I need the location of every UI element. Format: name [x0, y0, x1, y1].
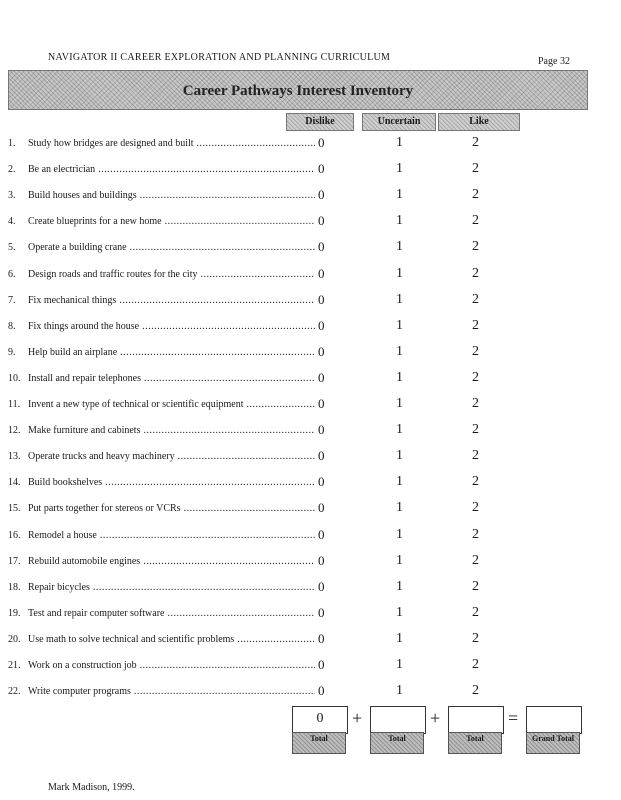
- page-number: Page 32: [538, 56, 570, 67]
- option-uncertain[interactable]: 1: [396, 448, 403, 464]
- item-number: 10.: [8, 372, 21, 384]
- item-statement: Work on a construction job .....: [28, 660, 315, 671]
- option-dislike[interactable]: 0: [318, 317, 325, 333]
- inventory-item: [0, 291, 621, 315]
- option-dislike[interactable]: 0: [318, 526, 325, 542]
- option-uncertain[interactable]: 1: [396, 578, 403, 594]
- inventory-item: [0, 448, 621, 471]
- item-statement: Fix mechanical things .....: [28, 295, 315, 306]
- option-dislike[interactable]: 0: [318, 604, 325, 620]
- option-like[interactable]: 2: [472, 396, 479, 411]
- option-like[interactable]: 2: [472, 500, 479, 516]
- item-number: 20.: [8, 633, 21, 645]
- item-number: 12.: [8, 425, 21, 437]
- item-number: 7.: [8, 294, 16, 306]
- column-header-dislike: Dislike: [286, 113, 354, 131]
- item-statement: Operate a building crane .....: [28, 242, 315, 253]
- option-dislike[interactable]: 0: [318, 422, 325, 438]
- option-like[interactable]: 2: [472, 630, 479, 646]
- plus-sign-2: +: [430, 708, 441, 728]
- header-curriculum: NAVIGATOR II CAREER EXPLORATION AND PLANNING CURRICULUM: [48, 52, 391, 63]
- item-statement: Put parts together for stereos or VCRs .....: [28, 503, 315, 514]
- option-dislike[interactable]: 0: [318, 630, 325, 646]
- item-statement: Repair bicycles .....: [28, 582, 315, 593]
- option-like[interactable]: 2: [472, 578, 479, 594]
- option-like[interactable]: 2: [472, 422, 479, 438]
- item-statement: Fix things around the house .....: [28, 321, 315, 332]
- item-number: 22.: [8, 686, 21, 698]
- option-dislike[interactable]: 0: [318, 683, 325, 699]
- item-statement: Install and repair telephones .....: [28, 373, 315, 384]
- option-dislike[interactable]: 0: [318, 265, 325, 281]
- option-like[interactable]: 2: [472, 474, 479, 490]
- footer-credit: Mark Madison, 1999.: [48, 782, 135, 793]
- item-statement: Build houses and buildings .....: [28, 190, 315, 201]
- inventory-item: [0, 187, 621, 210]
- option-uncertain[interactable]: 1: [396, 213, 403, 229]
- option-uncertain[interactable]: 1: [396, 396, 403, 411]
- option-uncertain[interactable]: 1: [396, 474, 403, 490]
- option-dislike[interactable]: 0: [318, 552, 325, 568]
- item-number: 5.: [8, 242, 16, 254]
- grand-total-label: Grand Total: [526, 732, 580, 754]
- option-like[interactable]: 2: [472, 604, 479, 620]
- total-box-dislike[interactable]: 0: [292, 706, 348, 734]
- item-statement: Write computer programs .....: [28, 686, 315, 697]
- total-box-like[interactable]: [448, 706, 504, 734]
- inventory-item: [0, 213, 621, 236]
- option-like[interactable]: 2: [472, 369, 479, 385]
- inventory-item: [0, 135, 621, 158]
- item-statement: Help build an airplane .....: [28, 347, 315, 358]
- item-number: 6.: [8, 268, 16, 280]
- option-uncertain[interactable]: 1: [396, 657, 403, 672]
- option-dislike[interactable]: 0: [318, 213, 325, 229]
- item-statement: Design roads and traffic routes for the city .....: [28, 269, 315, 280]
- option-uncertain[interactable]: 1: [396, 265, 403, 281]
- option-dislike[interactable]: 0: [318, 239, 325, 255]
- total-box-uncertain[interactable]: [370, 706, 426, 734]
- option-like[interactable]: 2: [472, 187, 479, 203]
- item-statement: Create blueprints for a new home .....: [28, 216, 315, 227]
- option-like[interactable]: 2: [472, 552, 479, 568]
- item-number: 21.: [8, 660, 21, 671]
- option-uncertain[interactable]: 1: [396, 291, 403, 307]
- item-number: 4.: [8, 216, 16, 228]
- option-dislike[interactable]: 0: [318, 343, 325, 359]
- item-number: 3.: [8, 190, 16, 202]
- option-uncertain[interactable]: 1: [396, 500, 403, 516]
- page-title: Career Pathways Interest Inventory: [182, 83, 414, 99]
- item-number: 1.: [8, 138, 16, 149]
- option-dislike[interactable]: 0: [318, 474, 325, 490]
- item-statement: Operate trucks and heavy machinery .....: [28, 451, 315, 462]
- item-statement: Use math to solve technical and scientific problems .....: [28, 634, 315, 645]
- item-number: 17.: [8, 555, 21, 567]
- inventory-item: [0, 604, 621, 628]
- total-label-dislike: Total: [292, 732, 346, 754]
- column-header-uncertain: Uncertain: [362, 113, 436, 131]
- grand-total-box[interactable]: [526, 706, 582, 734]
- inventory-item: [0, 161, 621, 184]
- option-like[interactable]: 2: [472, 265, 479, 281]
- option-uncertain[interactable]: 1: [396, 604, 403, 620]
- item-number: 15.: [8, 503, 21, 515]
- option-like[interactable]: 2: [472, 526, 479, 542]
- item-number: 16.: [8, 529, 21, 541]
- option-uncertain[interactable]: 1: [396, 422, 403, 438]
- option-dislike[interactable]: 0: [318, 578, 325, 594]
- item-statement: Remodel a house .....: [28, 530, 315, 541]
- option-dislike[interactable]: 0: [318, 161, 325, 177]
- inventory-item: [0, 474, 621, 497]
- column-header-like: Like: [438, 113, 520, 131]
- inventory-item: [0, 239, 621, 262]
- option-uncertain[interactable]: 1: [396, 187, 403, 203]
- item-number: 18.: [8, 581, 21, 593]
- option-dislike[interactable]: 0: [318, 448, 325, 464]
- item-statement: Build bookshelves .....: [28, 477, 315, 488]
- item-number: 9.: [8, 346, 16, 358]
- option-uncertain[interactable]: 1: [396, 683, 403, 699]
- option-like[interactable]: 2: [472, 683, 479, 699]
- option-like[interactable]: 2: [472, 161, 479, 177]
- option-like[interactable]: 2: [472, 213, 479, 229]
- item-number: 11.: [8, 399, 21, 410]
- item-statement: Rebuild automobile engines .....: [28, 556, 315, 567]
- item-statement: Test and repair computer software .....: [28, 608, 315, 619]
- option-uncertain[interactable]: 1: [396, 526, 403, 542]
- inventory-item: [0, 578, 621, 602]
- option-like[interactable]: 2: [472, 317, 479, 333]
- item-number: 13.: [8, 451, 21, 463]
- option-dislike[interactable]: 0: [318, 187, 325, 203]
- item-number: 19.: [8, 607, 21, 619]
- plus-sign-1: +: [352, 708, 363, 728]
- option-like[interactable]: 2: [472, 135, 479, 150]
- option-dislike[interactable]: 0: [318, 500, 325, 516]
- inventory-item: [0, 552, 621, 576]
- inventory-item: [0, 422, 621, 445]
- inventory-item: [0, 343, 621, 367]
- option-uncertain[interactable]: 1: [396, 135, 403, 150]
- item-statement: Study how bridges are designed and built .....: [28, 138, 315, 149]
- inventory-item: [0, 317, 621, 341]
- inventory-item: [0, 683, 621, 706]
- option-like[interactable]: 2: [472, 448, 479, 464]
- item-statement: Make furniture and cabinets .....: [28, 425, 315, 436]
- option-uncertain[interactable]: 1: [396, 161, 403, 177]
- item-statement: Be an electrician .....: [28, 164, 315, 175]
- option-dislike[interactable]: 0: [318, 396, 325, 411]
- option-dislike[interactable]: 0: [318, 291, 325, 307]
- option-uncertain[interactable]: 1: [396, 343, 403, 359]
- option-dislike[interactable]: 0: [318, 369, 325, 385]
- item-number: 8.: [8, 320, 16, 332]
- total-label-uncertain: Total: [370, 732, 424, 754]
- inventory-item: [0, 396, 621, 419]
- item-number: 2.: [8, 164, 16, 176]
- option-like[interactable]: 2: [472, 657, 479, 672]
- option-like[interactable]: 2: [472, 239, 479, 255]
- inventory-item: [0, 500, 621, 523]
- option-uncertain[interactable]: 1: [396, 369, 403, 385]
- option-dislike[interactable]: 0: [318, 135, 325, 150]
- option-uncertain[interactable]: 1: [396, 317, 403, 333]
- inventory-item: [0, 369, 621, 393]
- option-uncertain[interactable]: 1: [396, 630, 403, 646]
- item-statement: Invent a new type of technical or scientific equipment .....: [28, 399, 315, 410]
- inventory-item: [0, 657, 621, 680]
- option-like[interactable]: 2: [472, 291, 479, 307]
- title-banner: [8, 70, 588, 110]
- option-uncertain[interactable]: 1: [396, 552, 403, 568]
- inventory-item: [0, 526, 621, 550]
- inventory-item: [0, 265, 621, 289]
- total-label-like: Total: [448, 732, 502, 754]
- option-like[interactable]: 2: [472, 343, 479, 359]
- equals-sign: =: [508, 708, 519, 728]
- inventory-item: [0, 630, 621, 654]
- option-uncertain[interactable]: 1: [396, 239, 403, 255]
- option-dislike[interactable]: 0: [318, 657, 325, 672]
- item-number: 14.: [8, 477, 21, 489]
